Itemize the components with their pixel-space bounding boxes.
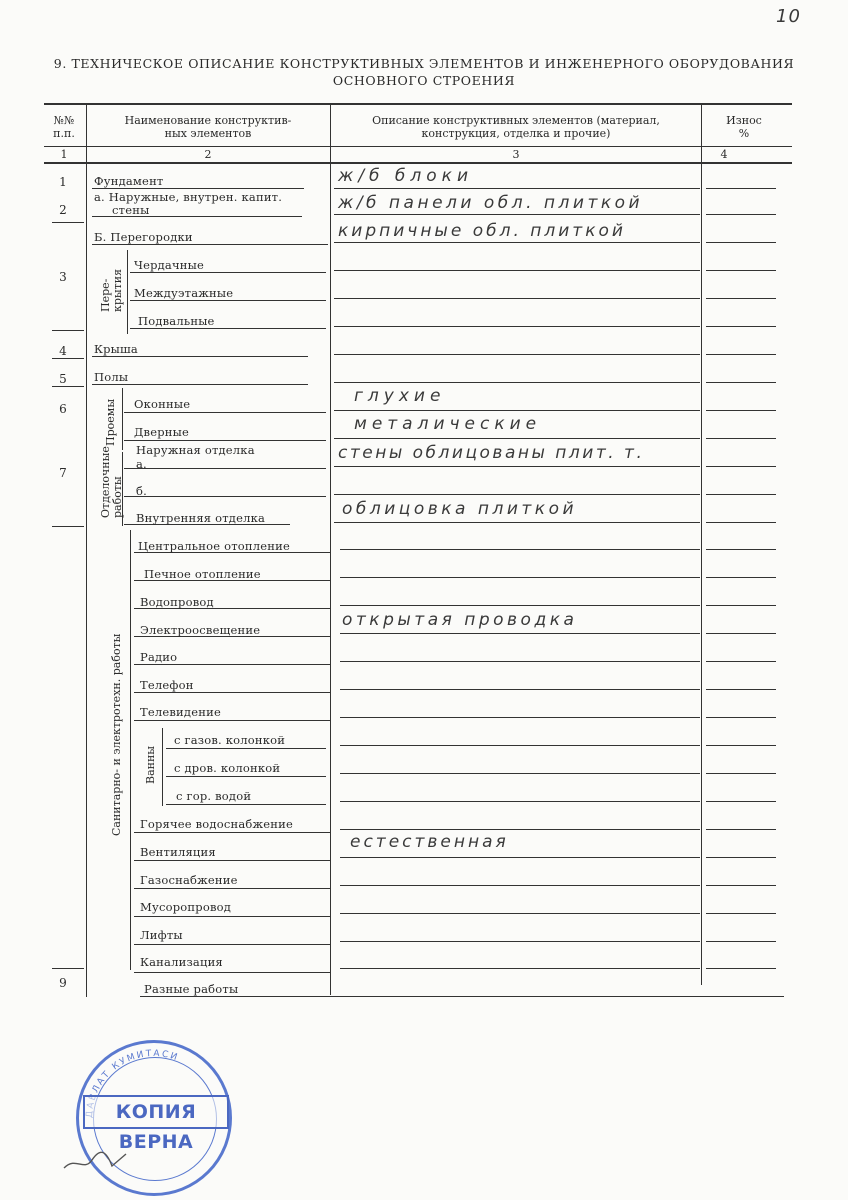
header-num-label: №№ (53, 114, 75, 127)
header-num-2: 2 (204, 148, 212, 161)
header-pp-label: п.п. (53, 127, 75, 140)
handwritten-peregorodki: кирпичные обл. плиткой (338, 221, 626, 241)
label-fundament: Фундамент (94, 174, 164, 188)
label-a: а. (136, 457, 147, 471)
handwritten-ventilyaciya: естественная (350, 832, 509, 852)
label-lifty: Лифты (140, 928, 183, 942)
label-podvalnye: Подвальные (138, 314, 215, 328)
group-perekrytiya: Пере-крытия (99, 268, 124, 312)
row-number-5: 5 (59, 372, 67, 386)
handwritten-vnutrennyaya: облицовка плиткой (342, 499, 578, 519)
row-number-6: 6 (59, 402, 67, 416)
label-dvernye: Дверные (134, 425, 190, 439)
label-elektroosveshchenie: Электроосвещение (140, 623, 261, 637)
label-s-gor: с гор. водой (176, 789, 252, 803)
label-krysha: Крыша (94, 342, 138, 356)
handwritten-steny: ж/б панели обл. плиткой (338, 193, 644, 213)
stamp-ring-text: ЛАТ КУМИТАСИ (90, 1048, 181, 1095)
page-title: 9. ТЕХНИЧЕСКОЕ ОПИСАНИЕ КОНСТРУКТИВНЫХ ЭЛЕМЕНТОВ И ИНЖЕНЕРНОГО ОБОРУДОВАНИЯ (53, 56, 795, 71)
stamp-label: КОПИЯ ВЕРНА (83, 1095, 229, 1129)
label-vodoprovod: Водопровод (140, 595, 214, 609)
row-number-3: 3 (59, 270, 67, 284)
handwritten-naruzhnaya: стены облицованы плит. т. (338, 443, 645, 463)
row-number-1: 1 (59, 175, 67, 189)
label-poly: Полы (94, 370, 129, 384)
label-pechnoe-otoplenie: Печное отопление (144, 567, 261, 581)
row-number-9: 9 (59, 976, 67, 990)
handwritten-fundament: ж/б блоки (338, 166, 473, 186)
label-cherdachnye: Чердачные (134, 258, 205, 272)
header-wear-line2: % (738, 127, 750, 140)
header-wear-line1: Износ (726, 114, 762, 127)
label-ventilyaciya: Вентиляция (140, 845, 216, 859)
label-musoroprovod: Мусоропровод (140, 900, 232, 914)
header-name-line2: ных элементов (164, 127, 252, 140)
header-desc-line1: Описание конструктивных элементов (материал, (372, 114, 660, 127)
header-num-4: 4 (720, 148, 728, 161)
group-proemy: Проемы (104, 398, 117, 446)
handwritten-okonnye: глухие (354, 386, 446, 406)
handwritten-dvernye: металические (354, 414, 542, 434)
label-s-gazov: с газов. колонкой (174, 733, 286, 747)
signature-icon (62, 1146, 132, 1176)
label-naruzhnaya-otdelka: Наружная отделка (136, 443, 255, 457)
label-s-drov: с дров. колонкой (174, 761, 281, 775)
page-subtitle: ОСНОВНОГО СТРОЕНИЯ (332, 73, 516, 88)
label-goryachee: Горячее водоснабжение (140, 817, 294, 831)
label-centralnoe-otoplenie: Центральное отопление (138, 539, 291, 553)
label-telefon: Телефон (140, 678, 194, 692)
label-vnutrennyaya-otdelka: Внутренняя отделка (136, 511, 266, 525)
header-name-line1: Наименование конструктив- (124, 114, 292, 127)
row-number-7: 7 (59, 466, 67, 480)
label-raznye: Разные работы (144, 982, 239, 996)
label-televidenie: Телевидение (140, 705, 221, 719)
header-num-3: 3 (512, 148, 520, 161)
label-steny-line1: а. Наружные, внутрен. капит. (94, 190, 283, 204)
label-peregorodki: Б. Перегородки (94, 230, 193, 244)
handwritten-elektro: открытая проводка (342, 610, 578, 630)
header-desc-line2: конструкция, отделка и прочие) (421, 127, 611, 140)
label-gazosnabzhenie: Газоснабжение (140, 873, 238, 887)
row-number-4: 4 (59, 344, 67, 358)
label-mezhduetazhnye: Междуэтажные (134, 286, 234, 300)
group-sanitarno: Санитарно- и электротехн. работы (110, 633, 123, 836)
row-number-2: 2 (59, 203, 67, 217)
header-num-1: 1 (60, 148, 68, 161)
group-otdelochnye: Отделочные работы (99, 446, 124, 518)
group-vanny: Ванны (144, 745, 157, 784)
label-kanalizaciya: Канализация (140, 955, 223, 969)
page-number: 10 (776, 6, 801, 27)
label-steny-line2: стены (112, 203, 150, 217)
label-radio: Радио (140, 650, 178, 664)
label-b: б. (136, 484, 147, 498)
label-okonnye: Оконные (134, 397, 191, 411)
